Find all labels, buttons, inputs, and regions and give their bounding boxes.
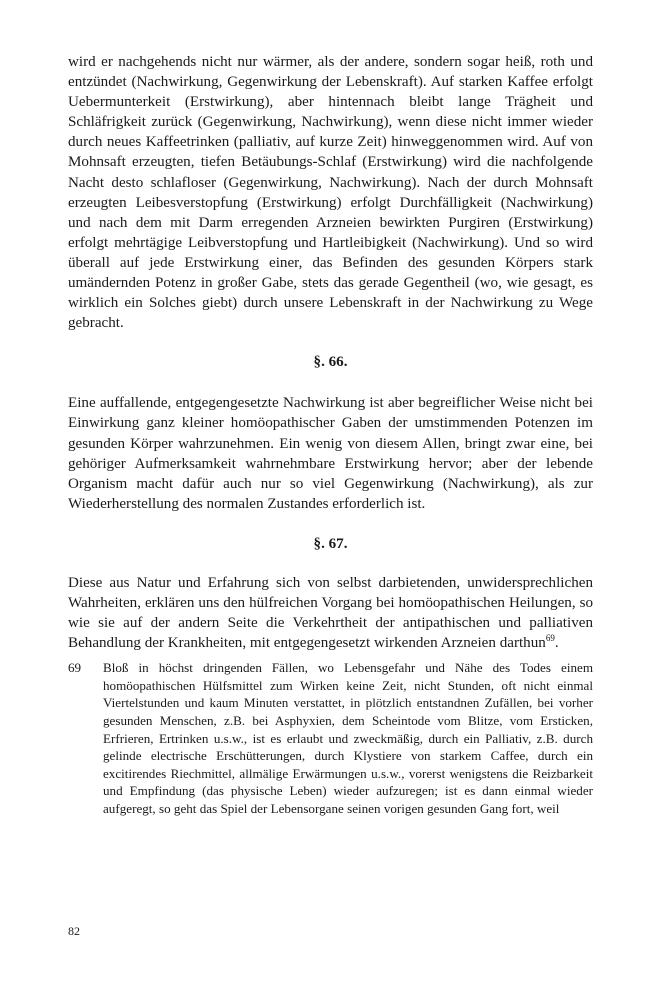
footnote-reference-69: 69 (545, 633, 555, 644)
paragraph-section-66: Eine auffallende, entgegengesetzte Nachwirkung ist aber begreiflicher Weise nicht bei Einwirkung ganz kleiner homöopathischer Gaben der umstimmenden Potenzen im gesunden Körper wahrzunehmen. Ein wenig von diesem Allen, bringt zwar eine, bei gehöriger Aufmerksamkeit wahrnehmbare Erstwirkung hervor; aber der lebende Organism macht dafür auch nur so viel Gegenwirkung (Nachwirkung), als zur Wiederherstellung des normalen Zustandes erforderlich ist. (68, 395, 593, 512)
footnote-text: Bloß in höchst dringenden Fällen, wo Lebensgefahr und Nähe des Todes einem homöopathischen Hülfsmittel zum Wirken keine Zeit, nicht Stunden, oft nicht einmal Viertelstunden und kaum Minuten verstattet, in plötzlich entstandnen Zufällen, bei vorher gesunden Menschen, z.B. bei Asphyxien, dem Scheintode vom Blitze, vom Ersticken, Erfrieren, Ertrinken u.s.w., ist es erlaubt und zweckmäßig, durch ein Palliativ, z.B. durch gelinde electrische Erschütterungen, durch Klystiere von starkem Caffee, durch ein excitirendes Riechmittel, allmälige Erwärmungen u.s.w., vorerst wenigstens die Reizbarkeit und Empfindung (das physische Leben) wieder aufzuregen; ist es dann einmal wieder aufgeregt, so geht das Spiel der Lebensorgane seinen vorigen gesunden Gang fort, weil (103, 660, 593, 816)
section-heading-67: §. 67. (313, 535, 348, 552)
section-heading-66: §. 66. (313, 354, 348, 371)
page-number: 82 (68, 924, 80, 938)
footnote-number: 69 (68, 660, 82, 676)
paragraph-section-67-text: Diese aus Natur und Erfahrung sich von selbst darbietenden, unwidersprechlichen Wahrheiten, erklären uns den hülfreichen Vorgang bei homöopathischen Heilungen, so wie sie auf der andern Seite die Verkehrtheit der antipathischen und palliativen Behandlung der Krankheiten, mit entgegengesetzt wirkenden Arzneien darthun (68, 574, 593, 652)
paragraph-continuation: wird er nachgehends nicht nur wärmer, als der andere, sondern sogar heiß, roth und entzündet (Nachwirkung, Gegenwirkung der Lebenskraft). Auf starken Kaffee erfolgt Uebermunterkeit (Erstwirkung), aber hintennach bleibt lange Trägheit und Schläfrigkeit zurück (Gegenwirkung, Nachwirkung), wenn diese nicht immer wieder durch neues Kaffeetrinken (palliativ, auf kurze Zeit) hinweggenommen wird. Auf von Mohnsaft erzeugten, tiefen Betäubungs-Schlaf (Erstwirkung) wird die nachfolgende Nacht desto schlafloser (Gegenwirkung, Nachwirkung). Nach der durch Mohnsaft erzeugten Leibesverstopfung (Erstwirkung) erfolgt Durchfälligkeit (Nachwirkung) und nach dem mit Darm erregenden Arzneien bewirkten Purgiren (Erstwirkung) erfolgt mehrtägige Leibverstopfung und Hartleibigkeit (Nachwirkung). Und so wird überall auf jede Erstwirkung einer, das Befinden des gesunden Körpers stark umändernden Potenz in großer Gabe, stets das gerade Gegentheil (wo, wie gesagt, es wirklich ein Solches giebt) durch unsere Lebenskraft in der Nachwirkung zu Wege gebracht. (68, 54, 593, 332)
paragraph-section-67 (68, 573, 593, 653)
footnote-69 (68, 659, 593, 817)
page-body (68, 52, 593, 818)
paragraph-section-67-end: . (554, 635, 559, 652)
